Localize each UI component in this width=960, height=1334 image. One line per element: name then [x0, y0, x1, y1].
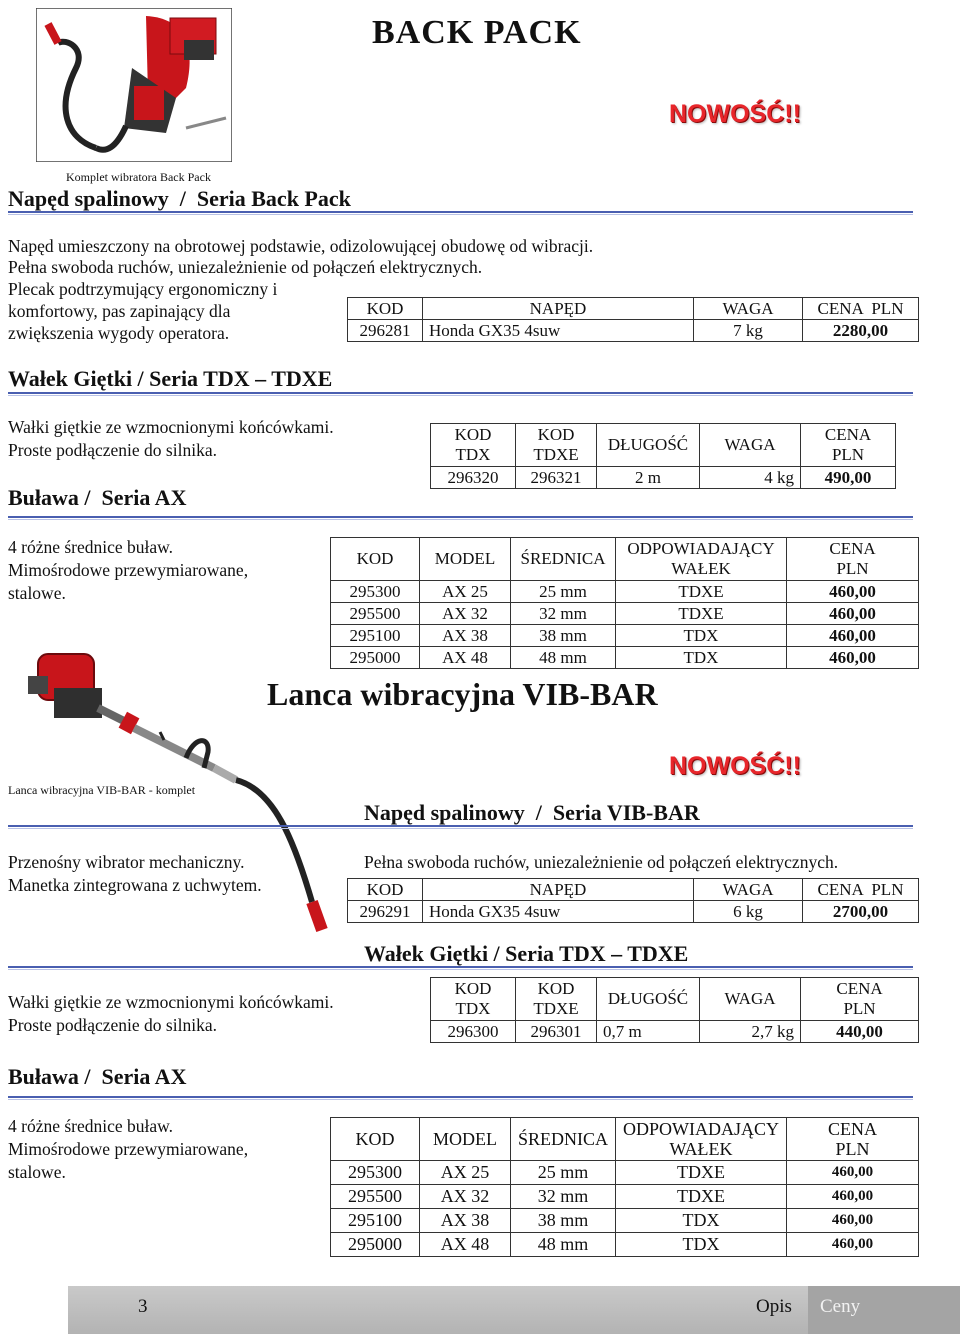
col-header: KOD: [348, 879, 423, 901]
table-cell: 25 mm: [511, 1161, 616, 1185]
table-cell: 296300: [431, 1021, 516, 1043]
section-description: [8, 991, 334, 1037]
table-cell: Honda GX35 4suw: [423, 320, 694, 342]
col-header: KOD: [331, 1118, 420, 1161]
description-line: Napęd umieszczony na obrotowej podstawie, odizolowującej obudowę od wibracji.: [8, 236, 594, 256]
table-cell: TDXE: [616, 1185, 787, 1209]
table-cell: 295300: [331, 1161, 420, 1185]
table-cell: TDX: [616, 625, 787, 647]
table-cell: 296281: [348, 320, 423, 342]
table-header-row: [348, 298, 919, 320]
price-table: [330, 537, 919, 669]
description-line: stalowe.: [8, 1162, 66, 1182]
table-cell: 460,00: [787, 1185, 919, 1209]
table-cell: AX 32: [420, 1185, 511, 1209]
table-cell: 490,00: [801, 467, 896, 489]
footer-link-ceny[interactable]: Ceny: [820, 1296, 861, 1317]
table-cell: 7 kg: [694, 320, 803, 342]
table-header-row: [348, 879, 919, 901]
table-cell: TDXE: [616, 1161, 787, 1185]
description-line: Proste podłączenie do silnika.: [8, 1015, 217, 1035]
description-line: komfortowy, pas zapinający dla: [8, 301, 231, 321]
price-table: [330, 1117, 919, 1257]
page-title: BACK PACK: [372, 14, 582, 51]
table-cell: TDXE: [616, 581, 787, 603]
section-divider: [8, 1096, 913, 1098]
description-line: Pełna swoboda ruchów, uniezależnienie od połączeń elektrycznych.: [8, 257, 483, 277]
section-divider: [8, 392, 913, 394]
table-row: [348, 901, 919, 923]
table-cell: 296301: [516, 1021, 597, 1043]
col-header: MODEL: [420, 1118, 511, 1161]
table-cell: 2700,00: [803, 901, 919, 923]
table-cell: 295000: [331, 647, 420, 669]
table-cell: Honda GX35 4suw: [423, 901, 694, 923]
col-header: ŚREDNICA: [511, 1118, 616, 1161]
description-line: Plecak podtrzymujący ergonomiczny i: [8, 279, 278, 299]
table-row: [331, 1185, 919, 1209]
table-cell: 0,7 m: [597, 1021, 700, 1043]
description-line: zwiększenia wygody operatora.: [8, 323, 230, 343]
table-cell: 296291: [348, 901, 423, 923]
table-cell: 295500: [331, 1185, 420, 1209]
section-divider: [8, 825, 913, 827]
table-cell: AX 25: [420, 581, 511, 603]
col-header: KOD: [348, 298, 423, 320]
table-cell: 296320: [431, 467, 516, 489]
table-cell: TDX: [616, 1209, 787, 1233]
col-header: CENA PLN: [801, 424, 896, 467]
description-line: Mimośrodowe przewymiarowane,: [8, 1139, 249, 1159]
table-row: [331, 647, 919, 669]
price-table: [430, 423, 896, 489]
table-cell: 2 m: [597, 467, 700, 489]
table-cell: 295100: [331, 1209, 420, 1233]
table-cell: 2,7 kg: [700, 1021, 801, 1043]
description-line: Manetka zintegrowana z uchwytem.: [8, 875, 262, 895]
backpack-vibrator-photo: [36, 8, 232, 162]
table-cell: 48 mm: [511, 647, 616, 669]
new-badge: NOWOŚĆ!!: [669, 752, 801, 780]
section-heading: Lanca wibracyjna VIB-BAR: [267, 676, 658, 712]
table-header-row: [331, 538, 919, 581]
photo-caption: Komplet wibratora Back Pack: [66, 170, 211, 184]
table-cell: TDXE: [616, 603, 787, 625]
photo-caption: Lanca wibracyjna VIB-BAR - komplet: [8, 783, 196, 797]
col-header: KOD TDXE: [516, 978, 597, 1021]
table-cell: 460,00: [787, 603, 919, 625]
table-header-row: [431, 978, 919, 1021]
table-cell: AX 48: [420, 647, 511, 669]
table-row: [331, 1233, 919, 1257]
table-header-row: [431, 424, 896, 467]
section-divider: [8, 966, 913, 968]
col-header: WAGA: [700, 978, 801, 1021]
description-line: 4 różne średnice buław.: [8, 1116, 174, 1136]
table-cell: 460,00: [787, 647, 919, 669]
price-table: [430, 977, 919, 1043]
section-heading: Wałek Giętki / Seria TDX – TDXE: [8, 366, 333, 391]
col-header: KOD: [331, 538, 420, 581]
description-line: stalowe.: [8, 583, 66, 603]
table-cell: 32 mm: [511, 603, 616, 625]
table-cell: 4 kg: [700, 467, 801, 489]
description-line: Wałki giętkie ze wzmocnionymi końcówkami.: [8, 992, 334, 1012]
col-header: ŚREDNICA: [511, 538, 616, 581]
table-cell: 38 mm: [511, 1209, 616, 1233]
table-cell: AX 48: [420, 1233, 511, 1257]
table-cell: 295300: [331, 581, 420, 603]
table-cell: 460,00: [787, 1209, 919, 1233]
section-description: Pełna swoboda ruchów, uniezależnienie od połączeń elektrycznych.: [364, 852, 839, 872]
table-row: [348, 320, 919, 342]
section-divider: [8, 516, 913, 518]
description-line: Proste podłączenie do silnika.: [8, 440, 217, 460]
table-row: [331, 1209, 919, 1233]
price-table: [347, 297, 919, 342]
col-header: NAPĘD: [423, 879, 694, 901]
col-header: CENA PLN: [803, 879, 919, 901]
table-cell: AX 25: [420, 1161, 511, 1185]
col-header: ODPOWIADAJĄCY WAŁEK: [616, 1118, 787, 1161]
description-line: Mimośrodowe przewymiarowane,: [8, 560, 249, 580]
col-header: MODEL: [420, 538, 511, 581]
table-cell: 460,00: [787, 1161, 919, 1185]
table-header-row: [331, 1118, 919, 1161]
col-header: NAPĘD: [423, 298, 694, 320]
table-cell: 440,00: [801, 1021, 919, 1043]
col-header: CENA PLN: [787, 1118, 919, 1161]
col-header: KOD TDXE: [516, 424, 597, 467]
col-header: WAGA: [694, 298, 803, 320]
section-description: [8, 416, 334, 462]
table-cell: AX 32: [420, 603, 511, 625]
table-cell: 460,00: [787, 1233, 919, 1257]
col-header: CENA PLN: [801, 978, 919, 1021]
table-cell: 296321: [516, 467, 597, 489]
table-cell: TDX: [616, 647, 787, 669]
section-description: [8, 851, 262, 897]
table-cell: TDX: [616, 1233, 787, 1257]
table-cell: 2280,00: [803, 320, 919, 342]
section-description: [8, 1115, 248, 1184]
section-heading: Buława / Seria AX: [8, 1064, 187, 1089]
col-header: CENA PLN: [787, 538, 919, 581]
new-badge: NOWOŚĆ!!: [669, 100, 801, 128]
description-line: 4 różne średnice buław.: [8, 537, 174, 557]
table-cell: 25 mm: [511, 581, 616, 603]
page-number: 3: [138, 1296, 148, 1317]
col-header: WAGA: [694, 879, 803, 901]
table-cell: AX 38: [420, 625, 511, 647]
footer-link-opis[interactable]: Opis: [756, 1296, 792, 1317]
table-cell: 32 mm: [511, 1185, 616, 1209]
col-header: CENA PLN: [803, 298, 919, 320]
price-table: [347, 878, 919, 923]
section-heading: Wałek Giętki / Seria TDX – TDXE: [364, 941, 689, 966]
table-cell: 38 mm: [511, 625, 616, 647]
table-row: [331, 1161, 919, 1185]
table-cell: 48 mm: [511, 1233, 616, 1257]
section-divider: [8, 211, 913, 213]
description-line: Wałki giętkie ze wzmocnionymi końcówkami.: [8, 417, 334, 437]
section-subheading: Napęd spalinowy / Seria VIB-BAR: [364, 800, 700, 825]
table-row: [431, 467, 896, 489]
section-heading: Buława / Seria AX: [8, 485, 187, 510]
table-cell: 295500: [331, 603, 420, 625]
table-row: [331, 625, 919, 647]
col-header: DŁUGOŚĆ: [597, 424, 700, 467]
table-cell: 295000: [331, 1233, 420, 1257]
table-cell: 460,00: [787, 625, 919, 647]
table-cell: 6 kg: [694, 901, 803, 923]
col-header: DŁUGOŚĆ: [597, 978, 700, 1021]
table-cell: 295100: [331, 625, 420, 647]
col-header: ODPOWIADAJĄCY WAŁEK: [616, 538, 787, 581]
section-description: [8, 536, 248, 605]
description-line: Przenośny wibrator mechaniczny.: [8, 852, 245, 872]
col-header: KOD TDX: [431, 424, 516, 467]
section-heading: Napęd spalinowy / Seria Back Pack: [8, 186, 351, 211]
table-cell: 460,00: [787, 581, 919, 603]
table-row: [331, 603, 919, 625]
table-cell: AX 38: [420, 1209, 511, 1233]
table-row: [331, 581, 919, 603]
table-row: [431, 1021, 919, 1043]
col-header: KOD TDX: [431, 978, 516, 1021]
col-header: WAGA: [700, 424, 801, 467]
